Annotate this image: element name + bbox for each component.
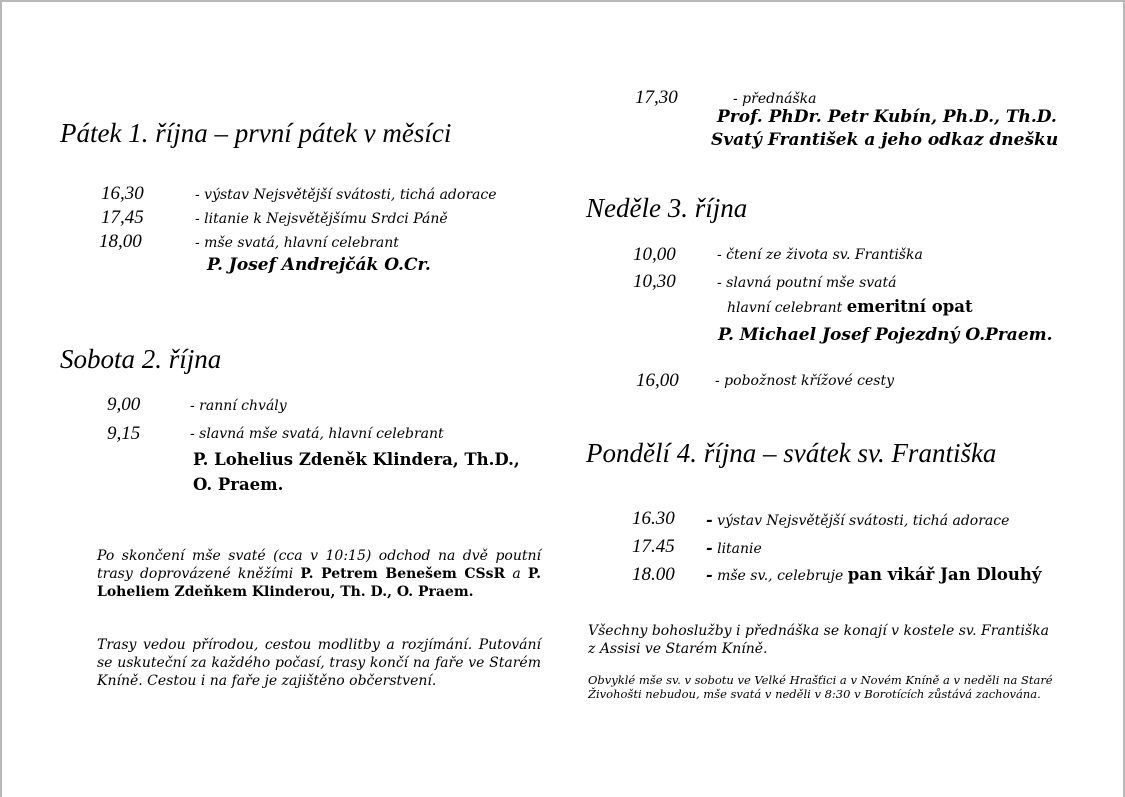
lecture-speaker: Prof. PhDr. Petr Kubín, Ph.D., Th.D. — [717, 107, 1057, 127]
page-border-top — [0, 0, 1125, 2]
lecture-time: 17,30 — [635, 87, 678, 108]
friday-heading: Pátek 1. října – první pátek v měsíci — [60, 118, 452, 148]
footer-note: Všechny bohoslužby i přednáška se konají v kostele sv. Františka z Assisi ve Starém Kníně. — [588, 623, 1049, 657]
monday-row-1: - výstav Nejsvětější svátosti, tichá adorace — [706, 510, 1010, 529]
page-border-left — [0, 0, 2, 797]
saturday-note-routes: Po skončení mše svaté (cca v 10:15) odchod na dvě poutní trasy doprovázené kněžími P. Petrem Benešem CSsR a P. Loheliem Zdeňkem Klinderou, Th. D., O. Praem. — [97, 548, 541, 600]
sunday-celebrant-line: hlavní celebrant emeritní opat — [727, 297, 973, 316]
saturday-celebrant-line2: O. Praem. — [193, 475, 284, 494]
monday-time-3: 18.00 — [632, 564, 675, 585]
saturday-heading: Sobota 2. října — [60, 344, 222, 374]
saturday-time-2: 9,15 — [107, 423, 141, 444]
monday-time-1: 16.30 — [632, 508, 675, 529]
sunday-celebrant-name: P. Michael Josef Pojezdný O.Praem. — [718, 325, 1053, 345]
friday-time-2: 17,45 — [101, 207, 144, 228]
friday-desc-1: - výstav Nejsvětější svátosti, tichá adorace — [195, 187, 497, 203]
saturday-celebrant-line1: P. Lohelius Zdeněk Klindera, Th.D., — [193, 450, 520, 469]
friday-celebrant: P. Josef Andrejčák O.Cr. — [207, 255, 431, 275]
saturday-desc-2: - slavná mše svatá, hlavní celebrant — [190, 426, 444, 442]
friday-time-1: 16,30 — [101, 183, 144, 204]
sunday-heading: Neděle 3. října — [586, 193, 748, 223]
monday-celebrant: pan vikář Jan Dlouhý — [847, 565, 1042, 584]
friday-desc-3: - mše svatá, hlavní celebrant — [195, 235, 399, 251]
sunday-desc-2: - slavná poutní mše svatá — [717, 275, 897, 291]
lecture-desc: - přednáška — [733, 91, 817, 107]
saturday-desc-1: - ranní chvály — [190, 398, 287, 414]
saturday-note-walk: Trasy vedou přírodou, cestou modlitby a rozjímání. Putování se uskuteční za každého počasí, trasy končí na faře ve Starém Kníně. Cestou i na faře je zajištěno občerstvení. — [97, 637, 541, 689]
sunday-time-1: 10,00 — [633, 244, 676, 265]
lecture-title: Svatý František a jeho odkaz dnešku — [711, 130, 1059, 150]
sunday-time-2: 10,30 — [633, 271, 676, 292]
monday-row-3: - mše sv., celebruje pan vikář Jan Dlouhý — [706, 565, 1042, 584]
monday-time-2: 17.45 — [632, 536, 675, 557]
friday-desc-2: - litanie k Nejsvětějšímu Srdci Páně — [195, 211, 448, 227]
sunday-time-3: 16,00 — [636, 370, 679, 391]
footer-small-note: Obvyklé mše sv. v sobotu ve Velké Hrašťici a v Novém Kníně a v neděli na Staré Živohošti nebudou, mše svatá v neděli v 8:30 v Borotících zůstává zachována. — [588, 673, 1053, 701]
friday-time-3: 18,00 — [99, 231, 142, 252]
sunday-desc-1: - čtení ze života sv. Františka — [717, 247, 923, 263]
sunday-desc-3: - pobožnost křížové cesty — [715, 373, 894, 389]
monday-row-2: - litanie — [706, 538, 762, 557]
monday-heading: Pondělí 4. října – svátek sv. Františka — [586, 438, 997, 468]
saturday-time-1: 9,00 — [107, 394, 141, 415]
